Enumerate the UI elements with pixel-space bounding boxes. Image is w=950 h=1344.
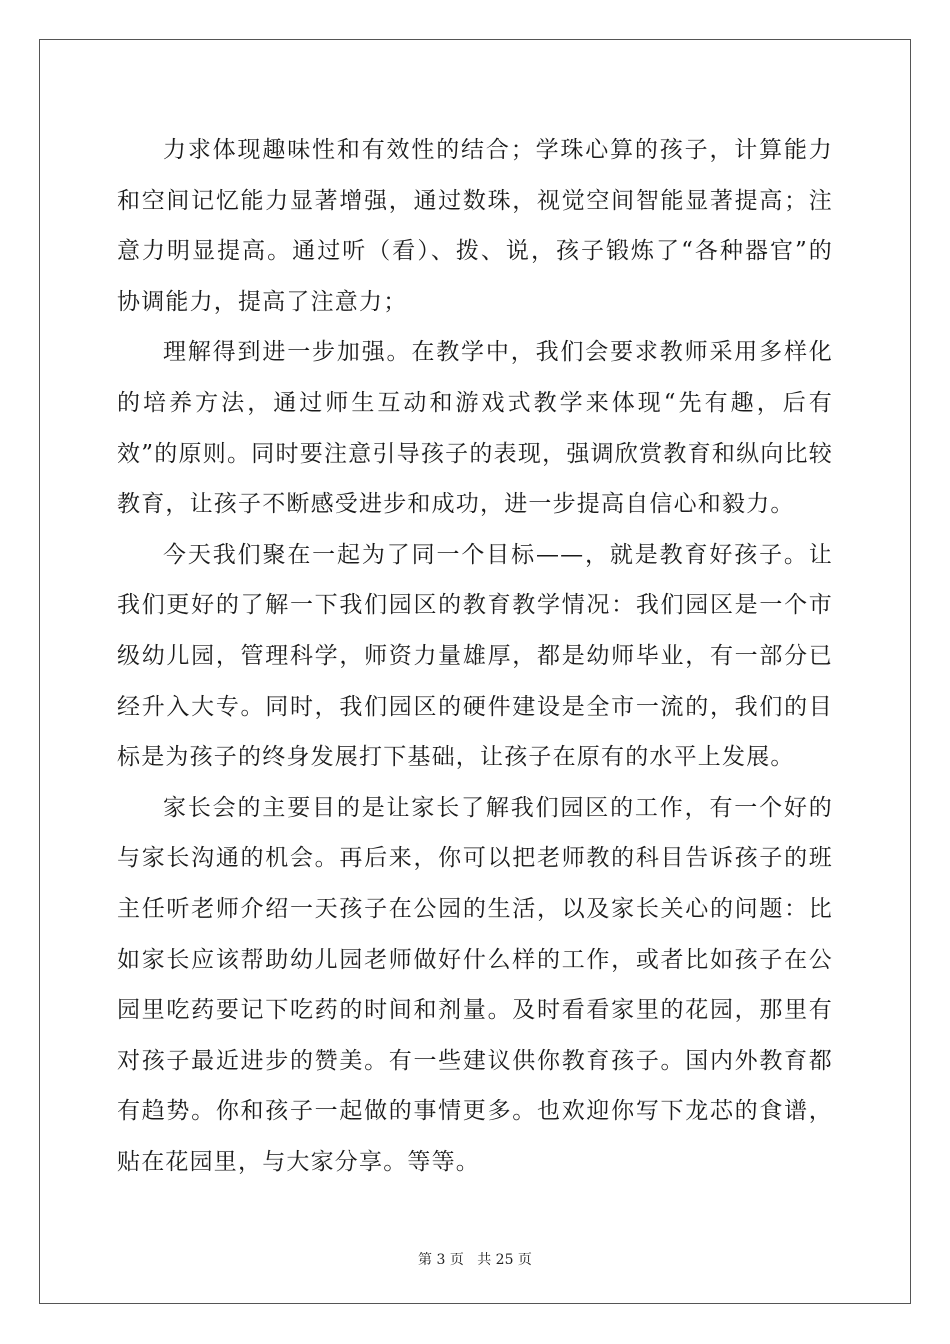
paragraph-2: 理解得到进一步加强。在教学中，我们会要求教师采用多样化的培养方法，通过师生互动和游戏式教学来体现“先有趣，后有效”的原则。同时要注意引导孩子的表现，强调欣赏教育和纵向比较教育，让孩子不断感受进步和成功，进一步提高自信心和毅力。: [117, 339, 833, 518]
document-body: [117, 125, 833, 1187]
paragraph-3: 今天我们聚在一起为了同一个目标——，就是教育好孩子。让我们更好的了解一下我们园区的教育教学情况：我们园区是一个市级幼儿园，管理科学，师资力量雄厚，都是幼师毕业，有一部分已经升入大专。同时，我们园区的硬件建设是全市一流的，我们的目标是为孩子的终身发展打下基础，让孩子在原有的水平上发展。: [117, 541, 833, 771]
paragraph-1: 力求体现趣味性和有效性的结合；学珠心算的孩子，计算能力和空间记忆能力显著增强，通过数珠，视觉空间智能显著提高；注意力明显提高。通过听（看）、拨、说，孩子锻炼了“各种器官”的协调能力，提高了注意力；: [117, 137, 833, 315]
paragraph-4: 家长会的主要目的是让家长了解我们园区的工作，有一个好的与家长沟通的机会。再后来，你可以把老师教的科目告诉孩子的班主任听老师介绍一天孩子在公园的生活，以及家长关心的问题：比如家长应该帮助幼儿园老师做好什么样的工作，或者比如孩子在公园里吃药要记下吃药的时间和剂量。及时看看家里的花园，那里有对孩子最近进步的赞美。有一些建议供你教育孩子。国内外教育都有趋势。你和孩子一起做的事情更多。也欢迎你写下龙芯的食谱，贴在花园里，与大家分享。等等。: [117, 794, 833, 1175]
page-total: 共 25 页: [477, 1252, 532, 1268]
page-footer: [0, 1249, 950, 1269]
page-number: 第 3 页: [418, 1252, 464, 1268]
